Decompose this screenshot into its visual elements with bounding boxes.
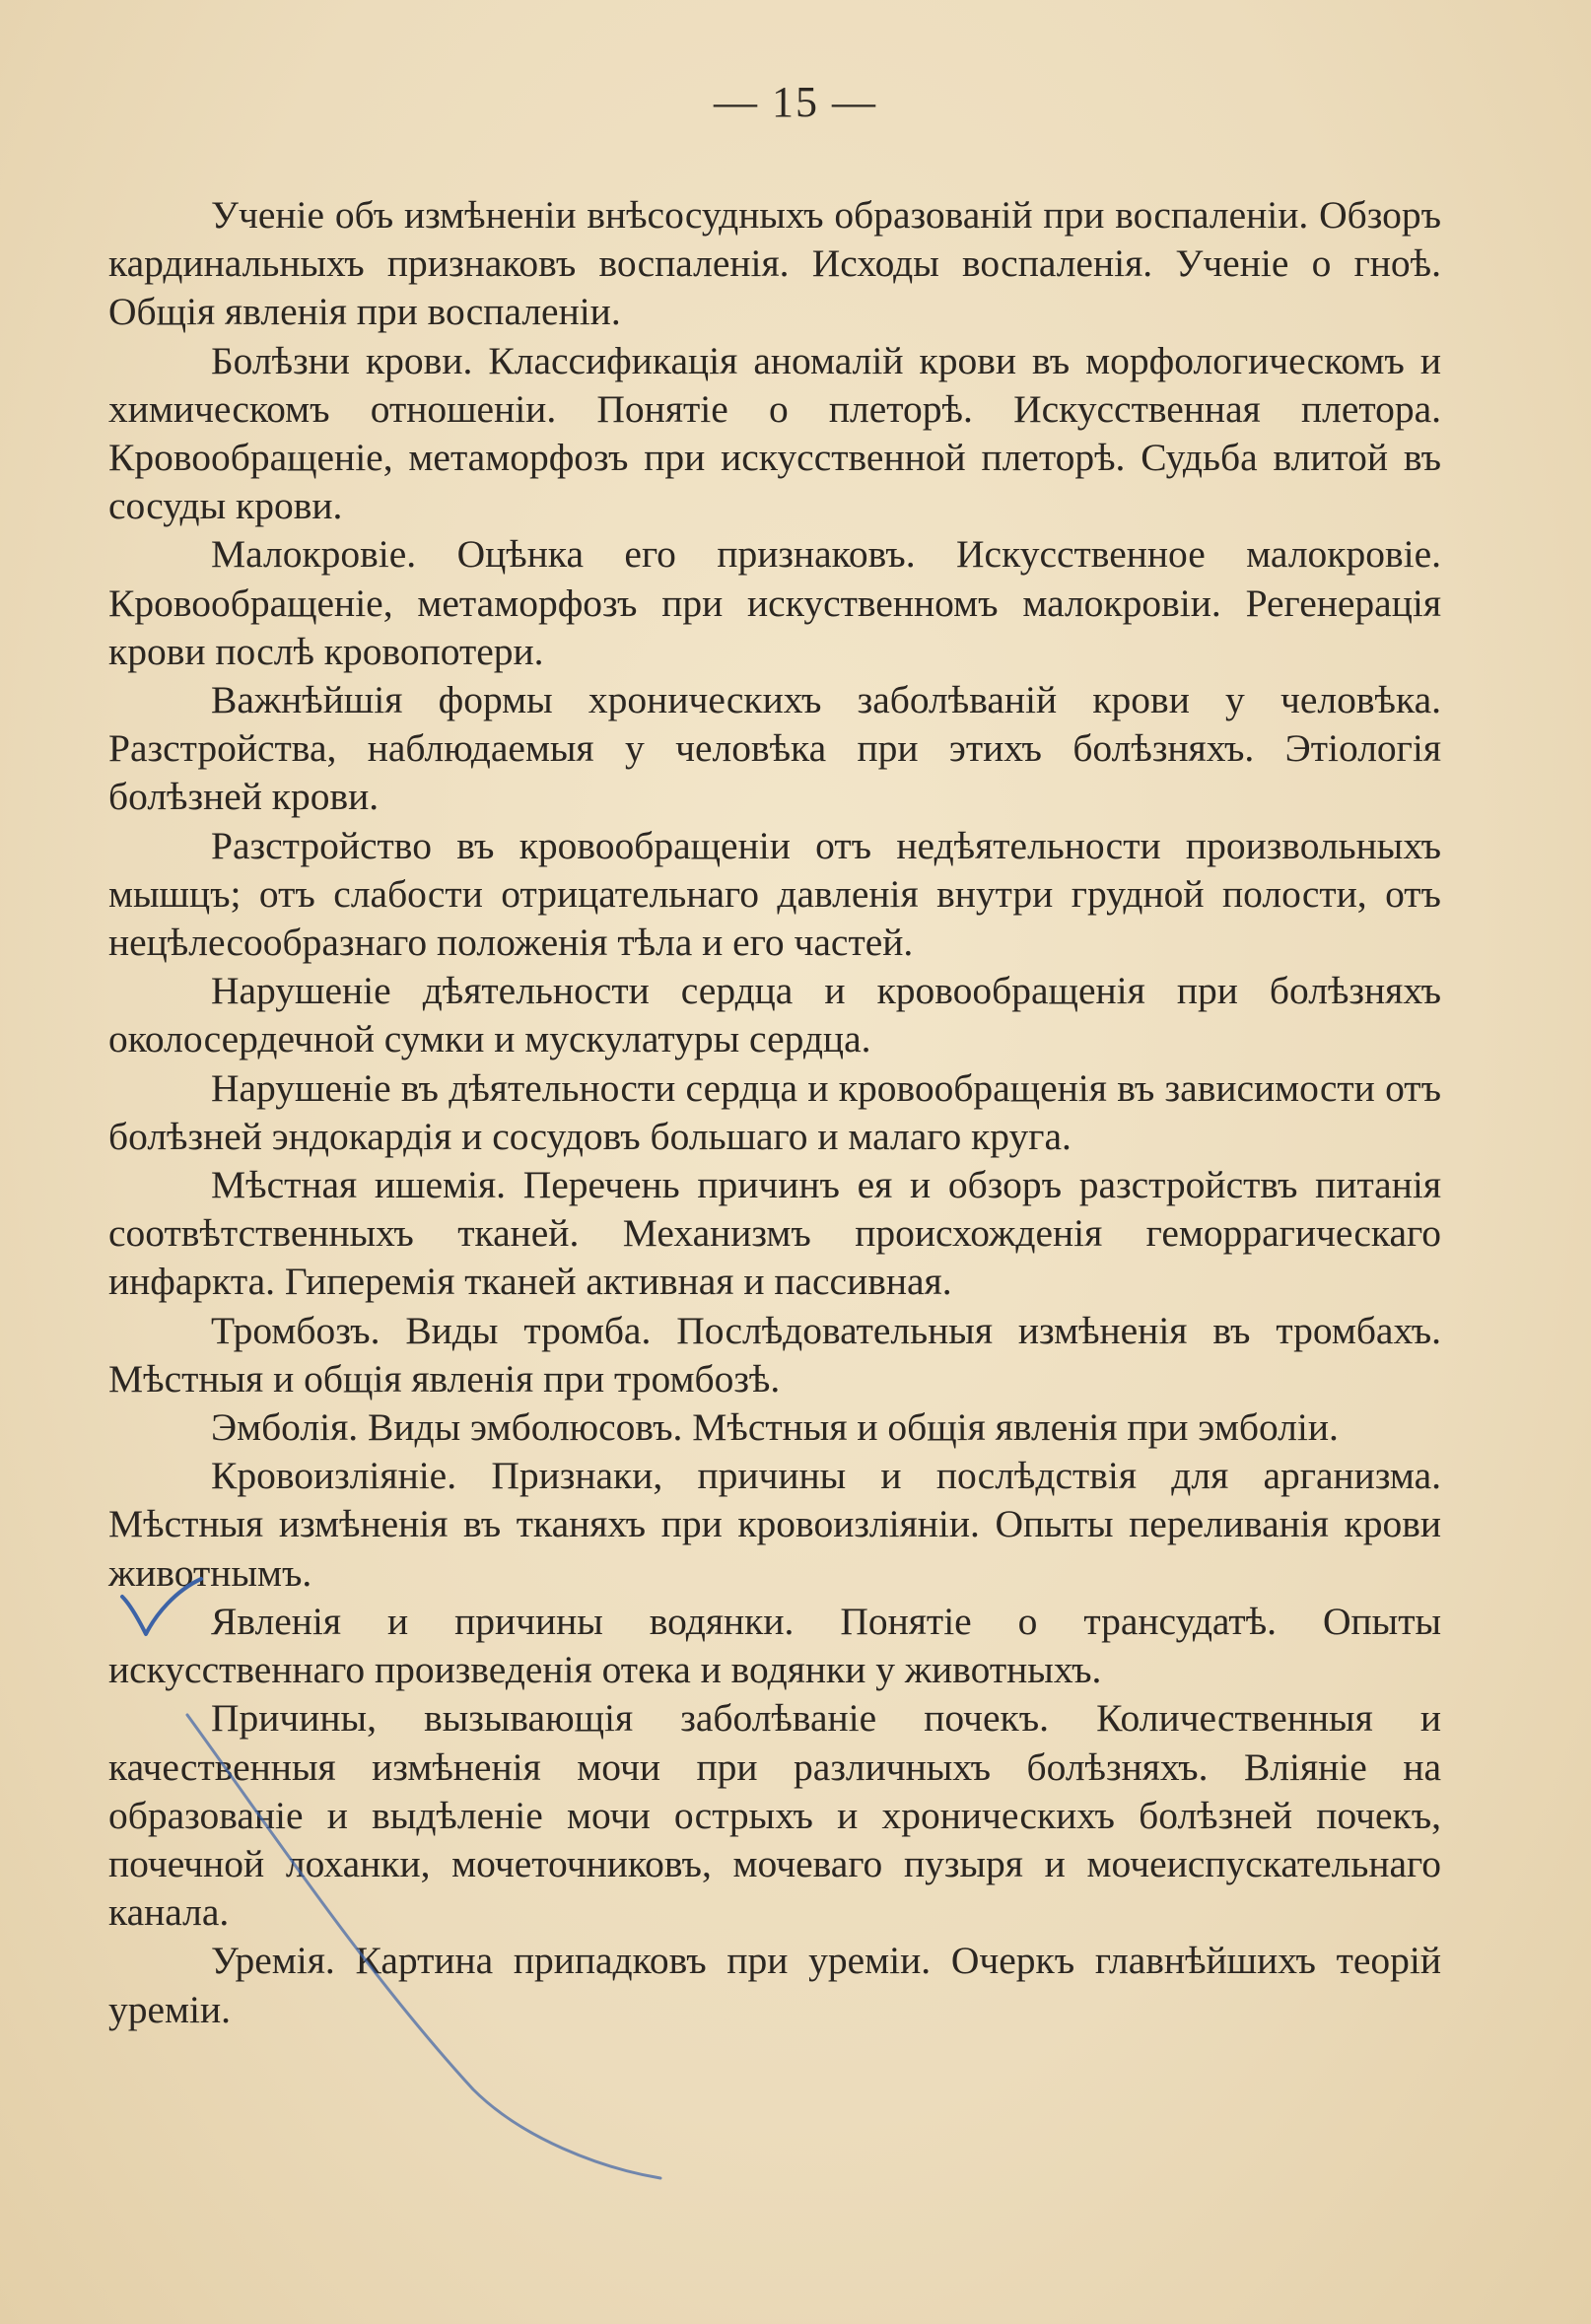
paragraph-chronic-blood-diseases: Важнѣйшія формы хроническихъ заболѣваній крови у человѣка. Разстройства, наблюдаемыя у человѣка при этихъ болѣзняхъ. Этіологія болѣзней крови. xyxy=(108,678,1441,819)
paragraph-embolism: Эмболія. Виды эмболюсовъ. Мѣстныя и общія явленія при эмболіи. xyxy=(211,1405,1339,1450)
body-text xyxy=(108,191,1441,2034)
pencil-check-mark-icon xyxy=(116,1575,205,1644)
paragraph-inflammation: Ученіе объ измѣненіи внѣсосудныхъ образованій при воспаленіи. Обзоръ кардинальныхъ признаковъ воспаленія. Исходы воспаленія. Ученіе о гноѣ. Общія явленія при воспаленіи. xyxy=(108,193,1441,334)
paragraph-kidney-diseases: Причины, вызывающія заболѣваніе почекъ. Количественныя и качественныя измѣненія мочи при различныхъ болѣзняхъ. Вліяніе на образованіе и выдѣленіе мочи острыхъ и хроническихъ болѣзней почекъ, почечной лоханки, мочеточниковъ, мочеваго пузыря и мочеиспускательнаго канала. xyxy=(108,1696,1441,1935)
paragraph-pericardium: Нарушеніе дѣятельности сердца и кровообращенія при болѣзняхъ околосердечной сумки и мускулатуры сердца. xyxy=(108,969,1441,1061)
paragraph-endocardium: Нарушеніе въ дѣятельности сердца и кровообращенія въ зависимости отъ болѣзней эндокардія и сосудовъ большаго и малаго круга. xyxy=(108,1065,1441,1158)
paragraph-blood-diseases: Болѣзни крови. Классификація аномалій крови въ морфологическомъ и химическомъ отношеніи. Понятіе о плеторѣ. Искусственная плетора. Кровообращеніе, метаморфозъ при искусственной плеторѣ. Судьба влитой въ сосуды крови. xyxy=(108,338,1441,528)
paragraph-thrombosis: Тромбозъ. Виды тромба. Послѣдовательныя измѣненія въ тромбахъ. Мѣстныя и общія явленія при тромбозѣ. xyxy=(108,1308,1441,1401)
paragraph-ischemia: Мѣстная ишемія. Перечень причинъ ея и обзоръ разстройствъ питанія соотвѣтственныхъ тканей. Механизмъ происхожденія геморрагическаго инфаркта. Гиперемія тканей активная и пассивная. xyxy=(108,1163,1441,1304)
paragraph-dropsy: Явленія и причины водянки. Понятіе о трансудатѣ. Опыты искусственнаго произведенія отека и водянки у животныхъ. xyxy=(108,1599,1441,1692)
page-number: — 15 — xyxy=(714,78,877,126)
paragraph-anemia: Малокровіе. Оцѣнка его признаковъ. Искусственное малокровіе. Кровообращеніе, метаморфозъ при искуственномъ малокровіи. Регенерація крови послѣ кровопотери. xyxy=(108,532,1441,673)
paragraph-circulation-disorder: Разстройство въ кровообращеніи отъ недѣятельности произвольныхъ мышцъ; отъ слабости отрицательнаго давленія внутри грудной полости, отъ нецѣлесообразнаго положенія тѣла и его частей. xyxy=(108,823,1441,965)
paragraph-uremia: Уремія. Картина припадковъ при уреміи. Очеркъ главнѣйшихъ теорій уреміи. xyxy=(108,1939,1441,2031)
paragraph-hemorrhage: Кровоизліяніе. Признаки, причины и послѣдствія для арганизма. Мѣстныя измѣненія въ тканяхъ при кровоизліяніи. Опыты переливанія крови животнымъ. xyxy=(108,1454,1441,1595)
